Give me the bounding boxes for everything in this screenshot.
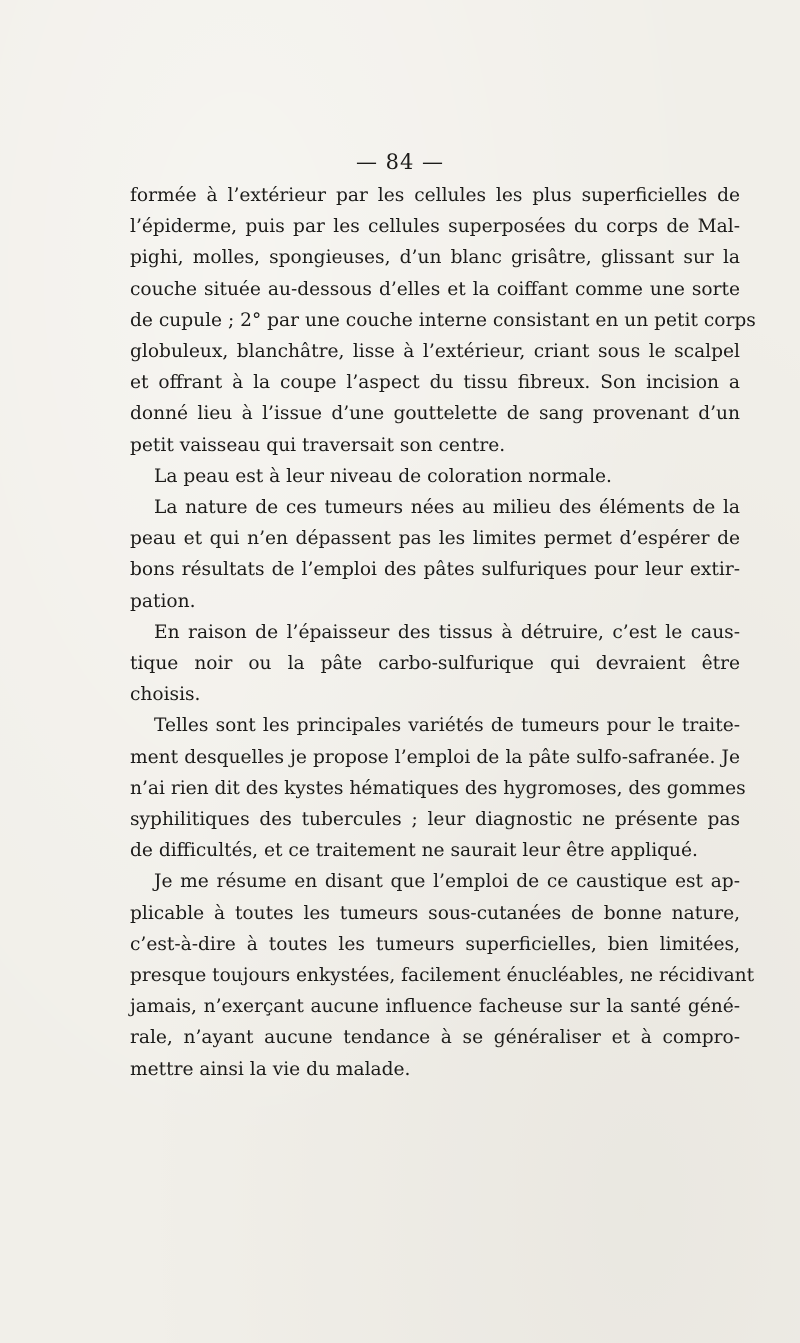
text-line: bons résultats de l’emploi des pâtes sulfuriques pour leur extir-: [130, 559, 740, 581]
text-line: En raison de l’épaisseur des tissus à détruire, c’est le caus-: [154, 621, 740, 643]
text-line: syphilitiques des tubercules ; leur diagnostic ne présente pas: [130, 809, 740, 831]
text-line: jamais, n’exerçant aucune influence facheuse sur la santé géné-: [130, 996, 740, 1018]
text-line: et offrant à la coupe l’aspect du tissu fibreux. Son incision a: [130, 372, 740, 394]
text-line: presque toujours enkystées, facilement énucléables, ne récidivant: [130, 965, 755, 987]
text-line: peau et qui n’en dépassent pas les limites permet d’espérer de: [130, 528, 740, 550]
text-line: Telles sont les principales variétés de tumeurs pour le traite-: [154, 715, 740, 737]
page-number: — 84 —: [355, 150, 445, 174]
text-line: petit vaisseau qui traversait son centre.: [130, 434, 506, 456]
text-line: pighi, molles, spongieuses, d’un blanc grisâtre, glissant sur la: [130, 247, 740, 269]
text-line: globuleux, blanchâtre, lisse à l’extérieur, criant sous le scalpel: [130, 341, 740, 363]
text-line: ment desquelles je propose l’emploi de la pâte sulfo-safranée. Je: [130, 746, 740, 768]
text-line: n’ai rien dit des kystes hématiques des hygromoses, des gommes: [130, 777, 746, 799]
text-line: plicable à toutes les tumeurs sous-cutanées de bonne nature,: [130, 902, 740, 924]
text-line: mettre ainsi la vie du malade.: [130, 1058, 411, 1080]
text-line: La peau est à leur niveau de coloration normale.: [154, 465, 612, 487]
text-line: pation.: [130, 590, 196, 612]
body-text: [130, 180, 756, 1085]
text-line: l’épiderme, puis par les cellules superposées du corps de Mal-: [130, 216, 740, 238]
text-line: formée à l’extérieur par les cellules les plus superficielles de: [130, 185, 740, 206]
text-line: La nature de ces tumeurs nées au milieu des éléments de la: [154, 497, 740, 519]
text-line: rale, n’ayant aucune tendance à se généraliser et à compro-: [130, 1027, 740, 1049]
text-line: Je me résume en disant que l’emploi de ce caustique est ap-: [154, 871, 740, 893]
text-line: c’est-à-dire à toutes les tumeurs superficielles, bien limitées,: [130, 933, 740, 955]
text-line: tique noir ou la pâte carbo-sulfurique qui devraient être: [130, 653, 740, 675]
text-line: de difficultés, et ce traitement ne saurait leur être appliqué.: [130, 840, 698, 862]
text-line: de cupule ; 2° par une couche interne consistant en un petit corps: [130, 309, 756, 331]
text-line: donné lieu à l’issue d’une gouttelette de sang provenant d’un: [130, 403, 740, 425]
text-line: couche située au-dessous d’elles et la coiffant comme une sorte: [130, 278, 740, 300]
text-line: choisis.: [130, 684, 201, 706]
